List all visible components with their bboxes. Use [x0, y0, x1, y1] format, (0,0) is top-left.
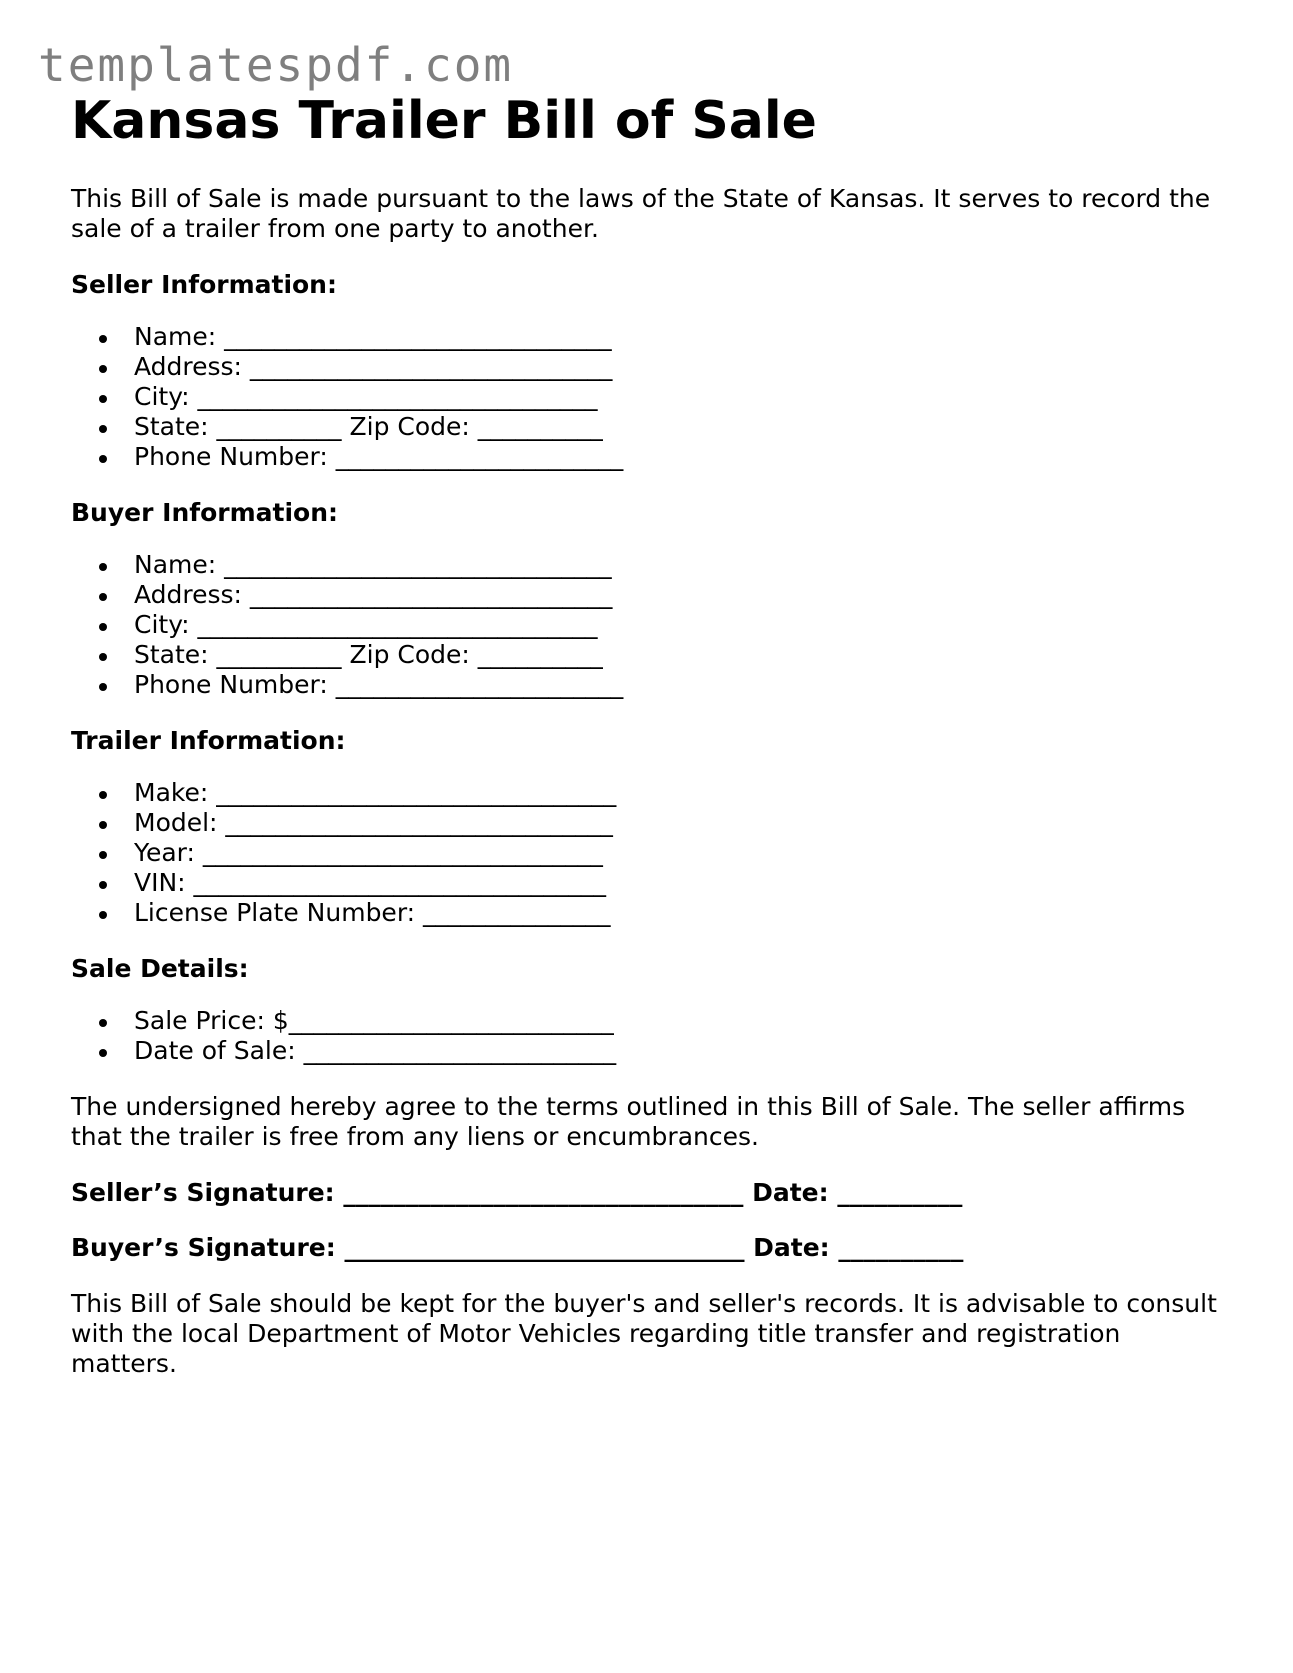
buyer-name-field[interactable]: Name: _______________________________ [134, 550, 1231, 580]
document-title: Kansas Trailer Bill of Sale [71, 91, 817, 151]
seller-city-field[interactable]: City: ________________________________ [134, 382, 1231, 412]
seller-fields [71, 322, 1231, 472]
trailer-fields [71, 778, 1231, 928]
seller-phone-field[interactable]: Phone Number: _______________________ [134, 442, 1231, 472]
seller-name-field[interactable]: Name: _______________________________ [134, 322, 1231, 352]
seller-heading: Seller Information: [71, 270, 337, 299]
buyer-heading: Buyer Information: [71, 498, 339, 527]
trailer-plate-field[interactable]: License Plate Number: _______________ [134, 898, 1231, 928]
trailer-vin-field[interactable]: VIN: _________________________________ [134, 868, 1231, 898]
trailer-heading: Trailer Information: [71, 726, 346, 755]
intro-paragraph: This Bill of Sale is made pursuant to the laws of the State of Kansas. It serves to record the sale of a trailer from one party to another. [71, 184, 1211, 243]
buyer-city-field[interactable]: City: ________________________________ [134, 610, 1231, 640]
trailer-model-field[interactable]: Model: _______________________________ [134, 808, 1231, 838]
sale-fields [71, 1006, 1231, 1066]
sale-price-field[interactable]: Sale Price: $__________________________ [134, 1006, 1231, 1036]
buyer-signature-line[interactable]: Buyer’s Signature: ________________________________ Date: __________ [71, 1233, 964, 1262]
watermark: templatespdf.com [38, 38, 514, 92]
trailer-year-field[interactable]: Year: ________________________________ [134, 838, 1231, 868]
trailer-make-field[interactable]: Make: ________________________________ [134, 778, 1231, 808]
seller-address-field[interactable]: Address: _____________________________ [134, 352, 1231, 382]
sale-date-field[interactable]: Date of Sale: _________________________ [134, 1036, 1231, 1066]
seller-signature-line[interactable]: Seller’s Signature: ________________________________ Date: __________ [71, 1178, 963, 1207]
buyer-state-zip-field[interactable]: State: __________ Zip Code: __________ [134, 640, 1231, 670]
seller-state-zip-field[interactable]: State: __________ Zip Code: __________ [134, 412, 1231, 442]
buyer-address-field[interactable]: Address: _____________________________ [134, 580, 1231, 610]
buyer-phone-field[interactable]: Phone Number: _______________________ [134, 670, 1231, 700]
document-body [71, 86, 1231, 1379]
buyer-fields [71, 550, 1231, 700]
agreement-paragraph: The undersigned hereby agree to the terms outlined in this Bill of Sale. The seller affirms that the trailer is free from any liens or encumbrances. [71, 1092, 1186, 1151]
closing-paragraph: This Bill of Sale should be kept for the buyer's and seller's records. It is advisable to consult with the local Department of Motor Vehicles regarding title transfer and registration matters. [71, 1289, 1217, 1378]
sale-heading: Sale Details: [71, 954, 249, 983]
